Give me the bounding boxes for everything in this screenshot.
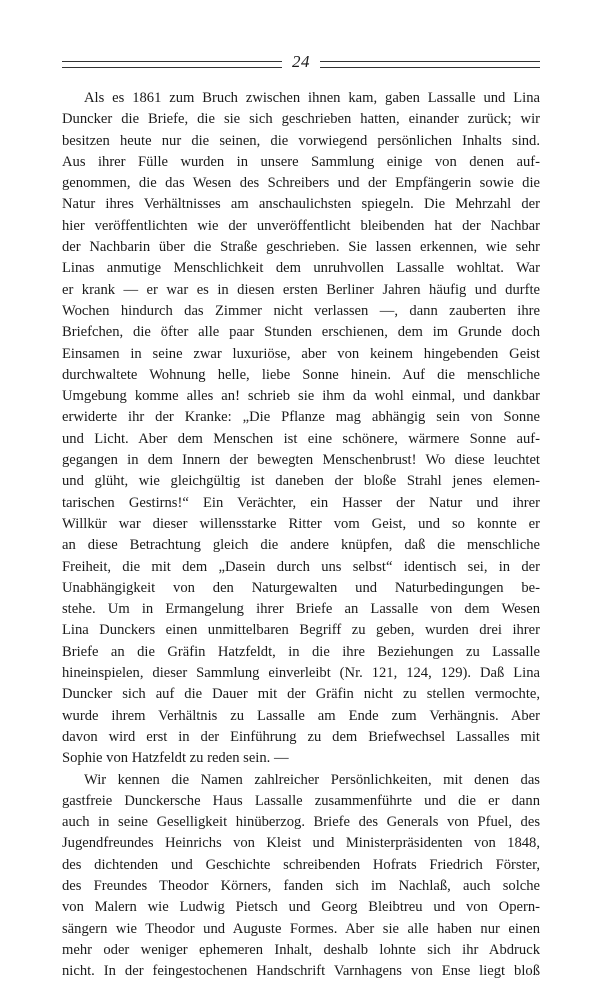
text-line: Als es 1861 zum Bruch zwischen ihnen kam, gaben Lassalle und Lina bbox=[62, 88, 540, 109]
text-line: Natur ihres Verhältnisses am anschaulichsten spiegeln. Die Mehrzahl der bbox=[62, 194, 540, 215]
text-line: sängern wie Theodor und Auguste Formes. Aber sie alle haben nur einen bbox=[62, 919, 540, 940]
text-line: Aus ihrer Fülle wurden in unsere Sammlung einige von denen auf- bbox=[62, 152, 540, 173]
text-line: hier veröffentlichten wie der unveröffentlicht bleibenden hat der Nachbar bbox=[62, 216, 540, 237]
text-line: genommen, die das Wesen des Schreibers und der Empfängerin sowie die bbox=[62, 173, 540, 194]
paragraph bbox=[62, 770, 540, 982]
text-line: hineinspielen, dieser Sammlung einverleibt (Nr. 121, 124, 129). Daß Lina bbox=[62, 663, 540, 684]
text-line: gastfreie Dunckersche Haus Lassalle zusammenführte und die er dann bbox=[62, 791, 540, 812]
body-text bbox=[62, 88, 540, 982]
text-line: Unabhängigkeit von den Naturgewalten und Naturbedingungen be- bbox=[62, 578, 540, 599]
text-line: Duncker die Briefe, die sie sich geschrieben hatten, einander zurück; wir bbox=[62, 109, 540, 130]
text-line: Briefchen, die öfter alle paar Stunden erschienen, dem im Grunde doch bbox=[62, 322, 540, 343]
text-line: Linas anmutige Menschlichkeit dem unruhvollen Lassalle wohltat. War bbox=[62, 258, 540, 279]
text-line: tarischen Gestirns!“ Ein Verächter, ein Hasser der Natur und ihrer bbox=[62, 493, 540, 514]
text-line: auch in seine Geselligkeit hinüberzog. Briefe des Generals von Pfuel, des bbox=[62, 812, 540, 833]
text-line: des Freundes Theodor Körners, fanden sich im Nachlaß, auch solche bbox=[62, 876, 540, 897]
text-line: Wochen hindurch das Zimmer nicht verlassen —, dann zauberten ihre bbox=[62, 301, 540, 322]
text-line: Briefe an die Gräfin Hatzfeldt, in die ihre Beziehungen zu Lassalle bbox=[62, 642, 540, 663]
text-line: mehr oder weniger ephemeren Inhalt, deshalb lohnte sich ihr Abdruck bbox=[62, 940, 540, 961]
text-line: besitzen heute nur die seinen, die vorwiegend persönlichen Inhalts sind. bbox=[62, 131, 540, 152]
text-line: Sophie von Hatzfeldt zu reden sein. — bbox=[62, 748, 540, 769]
text-line: Jugendfreundes Heinrichs von Kleist und Ministerpräsidenten von 1848, bbox=[62, 833, 540, 854]
text-line: und Licht. Aber dem Menschen ist eine schönere, wärmere Sonne auf- bbox=[62, 429, 540, 450]
text-line: stehe. Um in Ermangelung ihrer Briefe an Lassalle von dem Wesen bbox=[62, 599, 540, 620]
page-number: 24 bbox=[282, 52, 320, 72]
text-line: er krank — er war es in diesen ersten Berliner Jahren häufig und durfte bbox=[62, 280, 540, 301]
text-line: gegangen in dem Innern der bewegten Menschenbrust! Wo diese leuchtet bbox=[62, 450, 540, 471]
text-line: davon wird erst in der Einführung zu dem Briefwechsel Lassalles mit bbox=[62, 727, 540, 748]
text-line: Wir kennen die Namen zahlreicher Persönlichkeiten, mit denen das bbox=[62, 770, 540, 791]
book-page bbox=[62, 50, 540, 982]
text-line: Lina Dunckers einen unmittelbaren Begriff zu geben, wurden drei ihrer bbox=[62, 620, 540, 641]
text-line: der Nachbarin über die Straße geschrieben. Sie lassen erkennen, wie sehr bbox=[62, 237, 540, 258]
text-line: durchwaltete Wohnung helle, liebe Sonne hinein. Auf die menschliche bbox=[62, 365, 540, 386]
paragraph bbox=[62, 88, 540, 770]
page-header bbox=[62, 50, 540, 74]
header-rule-left bbox=[62, 61, 282, 68]
text-line: von Malern wie Ludwig Pietsch und Georg Bleibtreu und von Opern- bbox=[62, 897, 540, 918]
text-line: des dichtenden und Geschichte schreibenden Hofrats Friedrich Förster, bbox=[62, 855, 540, 876]
text-line: und glüht, wie gleichgültig ist daneben der bloße Strahl jenes elemen- bbox=[62, 471, 540, 492]
header-rule-right bbox=[320, 61, 540, 68]
text-line: Einsamen in seine zwar luxuriöse, aber von keinem hingebenden Geist bbox=[62, 344, 540, 365]
text-line: nicht. In der feingestochenen Handschrift Varnhagens von Ense liegt bloß bbox=[62, 961, 540, 982]
text-line: Freiheit, die mit dem „Dasein durch uns selbst“ identisch sei, in der bbox=[62, 557, 540, 578]
text-line: wurde ihrem Verhältnis zu Lassalle am Ende zum Verhängnis. Aber bbox=[62, 706, 540, 727]
text-line: an diese Betrachtung gleich die andere knüpfen, daß die menschliche bbox=[62, 535, 540, 556]
text-line: Duncker sich auf die Dauer mit der Gräfin nicht zu stellen vermochte, bbox=[62, 684, 540, 705]
text-line: Willkür war dieser willensstarke Ritter vom Geist, und so konnte er bbox=[62, 514, 540, 535]
text-line: Umgebung komme alles an! schrieb sie ihm da wohl einmal, und dankbar bbox=[62, 386, 540, 407]
text-line: erwiderte ihr der Kranke: „Die Pflanze mag abhängig sein von Sonne bbox=[62, 407, 540, 428]
